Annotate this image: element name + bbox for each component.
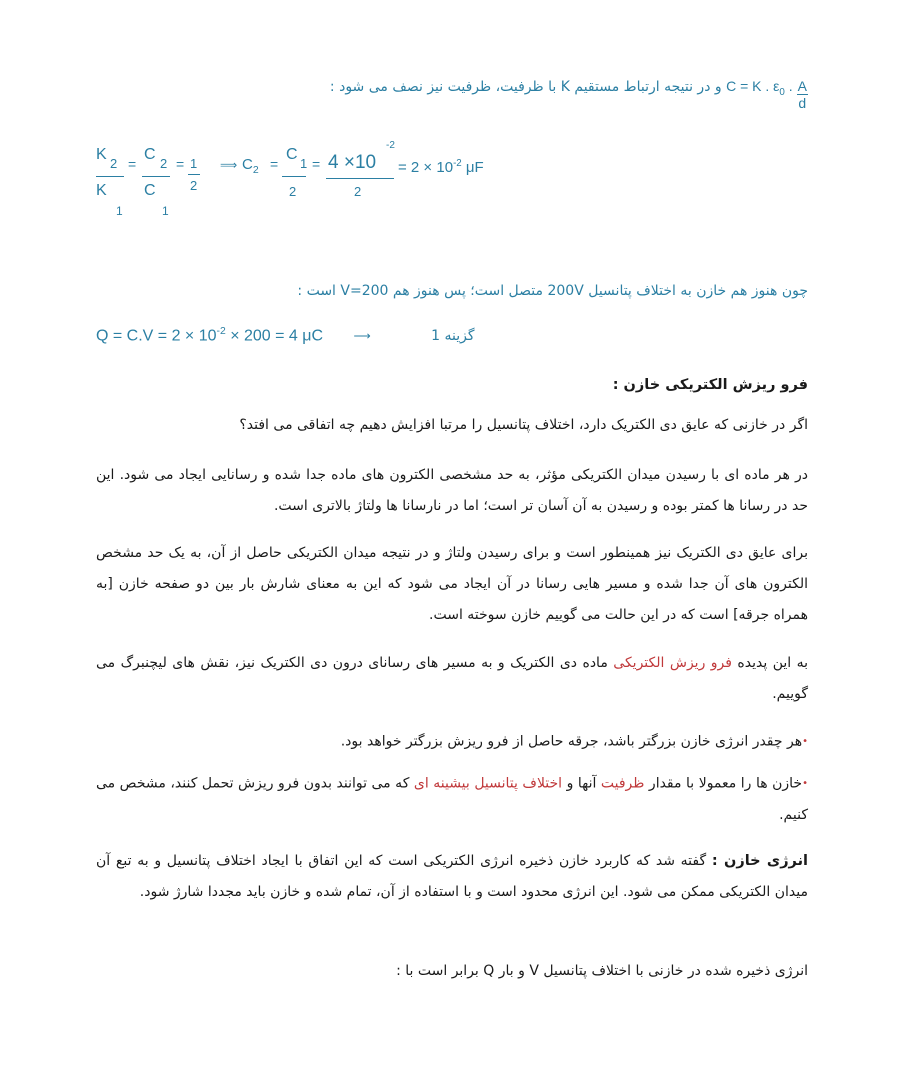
k-denominator-sub: 1 (116, 204, 123, 218)
fraction-bar (282, 176, 306, 177)
c2-letter: C (242, 156, 253, 173)
charge-formula: Q = C.V = 2 × 10 (96, 327, 217, 345)
frac-denominator: d (798, 95, 807, 111)
breakdown-paragraph-3 (96, 648, 808, 710)
intro-line (330, 78, 808, 111)
text-segment: ماده دی الکتریک و به مسیر های رسانای درون دی الکتریک نیز، نقش های لیچنبرگ می گوییم. (96, 655, 808, 702)
fraction-bar (96, 176, 124, 177)
c2-subscript: 2 (252, 164, 259, 176)
bullet-item-1 (96, 726, 808, 758)
charge-result: × 200 = 4 μC (225, 327, 324, 345)
c-denominator-sub: 1 (162, 204, 169, 218)
breakdown-paragraph-2: برای عایق دی الکتریک نیز همینطور است و برای رسیدن ولتاژ و در نتیجه میدان الکتریکی حاصل از آن، به یک حد مشخص الکترون های آن جدا شده و مسیر هایی رسانا در آن ایجاد می شود که این به معنای شارش بار بین دو صفحه خازن [به همراه جرقه] است که در این حالت می گوییم خازن سوخته است. (96, 545, 808, 623)
value-denominator: 2 (354, 184, 362, 199)
k-numerator: K (96, 146, 107, 163)
text-segment: آنها و (562, 775, 601, 792)
equals-sign: = (312, 156, 321, 172)
highlighted-term: فرو ریزش الکتریکی (613, 655, 732, 671)
section-heading-breakdown: فرو ریزش الکتریکی خازن : (612, 377, 808, 393)
area-over-distance-fraction (797, 78, 808, 111)
result-text: = 2 × 10 (398, 159, 454, 176)
c1-subscript: 1 (300, 156, 308, 171)
charge-exponent: -2 (216, 326, 226, 337)
result-value (398, 158, 484, 176)
c-numerator: C (144, 146, 156, 163)
text-segment: به این پدیده (731, 655, 808, 671)
capacitance-formula (726, 78, 793, 98)
section-heading-energy: انرژی خازن : (711, 853, 808, 869)
bullet-icon: • (802, 778, 808, 789)
fraction-bar (188, 174, 200, 175)
bullet-icon: • (802, 736, 808, 747)
value-exponent: -2 (386, 140, 395, 151)
highlighted-term: ظرفیت (600, 775, 645, 792)
equals-sign: = (270, 156, 279, 172)
equals-sign: = (176, 156, 185, 172)
result-exponent: -2 (453, 158, 462, 169)
c-numerator-sub: 2 (160, 156, 168, 171)
k-numerator-sub: 2 (110, 156, 118, 171)
value-numerator: 4 ×10 (328, 152, 377, 173)
right-arrow-icon: ⟶ (353, 329, 371, 344)
result-unit: μF (461, 159, 484, 176)
breakdown-paragraph-1: در هر ماده ای با رسیدن میدان الکتریکی مؤثر، به حد مشخصی الکترون های ماده جدا شده و رسانایی ایجاد می شود. این حد در رسانا ها کمتر بوده و رسیدن به آن آسان تر است؛ اما در نارسانا ها ولتاژ بالاتری است. (96, 467, 808, 514)
c-denominator: C (144, 182, 156, 199)
charge-calculation (96, 326, 475, 345)
energy-paragraph (96, 846, 808, 908)
bullet-text: هر چقدر انرژی خازن بزرگتر باشد، جرقه حاصل از فرو ریزش بزرگتر خواهد بود. (340, 733, 803, 750)
epsilon-subscript: 0 (779, 86, 785, 98)
implies-arrow-icon: ⟹ (220, 158, 238, 172)
text-segment: که می توانند بدون فرو ریزش تحمل کنند، مشخص می کنیم. (96, 775, 808, 823)
intro-text: و در نتیجه ارتباط مستقیم K با ظرفیت، ظرفیت نیز نصف می شود : (329, 79, 722, 95)
frac-numerator: A (797, 78, 807, 94)
capacitance-ratio-formula (96, 140, 516, 226)
energy-formula-intro: انرژی ذخیره شده در خازنی با اختلاف پتانسیل V و بار Q برابر است با : (396, 963, 808, 979)
equals-sign: = (128, 156, 137, 172)
k-denominator: K (96, 182, 107, 199)
breakdown-question: اگر در خازنی که عایق دی الکتریک دارد، اختلاف پتانسیل را مرتبا افزایش دهیم چه اتفاقی می افتد؟ (239, 417, 808, 433)
fraction-bar (142, 176, 170, 177)
c2-label (242, 156, 259, 176)
text-segment: خازن ها را معمولا با مقدار (644, 775, 803, 792)
answer-option: گزینه 1 (431, 328, 475, 345)
bullet-item-2 (96, 768, 808, 831)
voltage-statement: چون هنوز هم خازن به اختلاف پتانسیل 200V متصل است؛ پس هنوز هم 200=V است : (297, 283, 808, 299)
highlighted-term: اختلاف پتانسیل بیشینه ای (413, 775, 563, 792)
half-denominator: 2 (190, 178, 198, 193)
energy-text: گفته شد که کاربرد خازن ذخیره انرژی الکتریکی است که این اتفاق با ایجاد اختلاف پتانسیل و به تبع آن میدان الکتریکی ممکن می شود. این انرژی محدود است و با استفاده از آن، تمام شده و خازن باید مجددا شارژ شود. (96, 853, 808, 900)
formula-text: C = K . ε (726, 78, 780, 94)
fraction-bar (326, 178, 394, 179)
c1-numerator: C (286, 146, 298, 163)
formula-dot: . (784, 78, 793, 94)
half-numerator: 1 (190, 156, 198, 171)
c1-denominator: 2 (289, 184, 297, 199)
